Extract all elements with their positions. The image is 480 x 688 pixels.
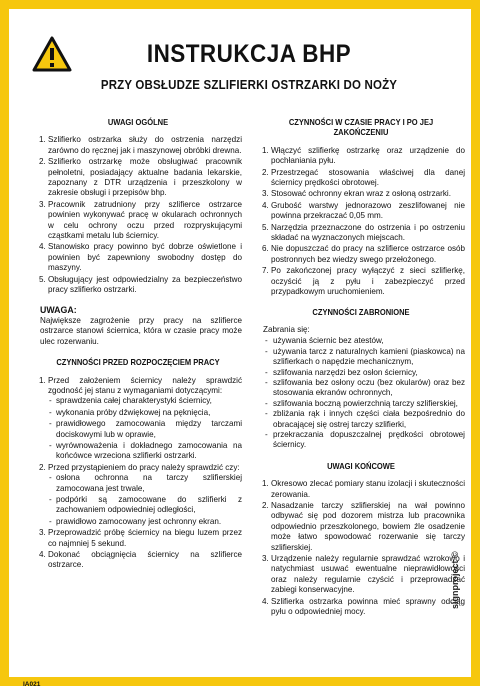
list-item: 5. Obsługujący jest odpowiedzialny za bezpieczeństwo pracy szlifierko ostrzarki.	[48, 275, 242, 296]
list-item: - szlifowania boczną powierzchnią tarczy szlifierskiej,	[273, 399, 465, 409]
list-item: - szlifowania narzędzi bez osłon ściernicy,	[273, 368, 465, 378]
sub-list-item: - osłona ochronna na tarczy szlifierskiej zamocowana jest trwale,	[56, 473, 242, 494]
brand-logo: signproject ©	[450, 551, 460, 609]
general-list	[34, 135, 242, 295]
list-item: - zbliżania rąk i innych części ciała bezpośrednio do obracającej się ostrej tarczy szlifierki,	[273, 409, 465, 430]
list-item: 1. Włączyć szlifierkę ostrzarkę oraz urządzenie do pochłaniania pyłu.	[271, 146, 465, 167]
sub-list-item: - podpórki są zamocowane do szlifierki z zachowaniem odpowiedniej odległości,	[56, 495, 242, 516]
list-item	[48, 463, 242, 527]
list-item: 6. Nie dopuszczać do pracy na szlifierce ostrzarce osób postronnych bez wiedzy swego przełożonego.	[271, 244, 465, 265]
header	[18, 18, 480, 104]
page-title: INSTRUKCJA BHP	[146, 40, 352, 68]
list-item: - używania ściernic bez atestów,	[273, 336, 465, 346]
page-subtitle: PRZY OBSŁUDZE SZLIFIERKI OSTRZARKI DO NOŻY	[100, 78, 398, 92]
before-list	[34, 376, 242, 571]
list-item: - szlifowania bez osłony oczu (bez okularów) oraz bez stosowania ekranów ochronnych,	[273, 378, 465, 399]
list-item: 7. Po zakończonej pracy wyłączyć z sieci szlifierkę, oczyścić ją z pyłu i zabezpieczyć przed przypadkowym uruchomieniem.	[271, 266, 465, 297]
list-item-text: Przed założeniem ściernicy należy sprawdzić zgodność jej stanu z wymaganiami dotyczącymi:	[48, 375, 242, 395]
list-item: 3. Urządzenie należy regularnie sprawdzać wzrokowo i natychmiast usuwać ewentualne nieprawidłowości oraz należy regularnie czyścić i przeprowadzać zabiegi konserwacyjne.	[271, 554, 465, 596]
right-column	[257, 117, 465, 626]
during-list	[257, 146, 465, 298]
list-item: 2. Przestrzegać stosowania właściwej dla danej ściernicy prędkości obrotowej.	[271, 168, 465, 189]
forbidden-list	[263, 336, 465, 450]
list-item: 4. Stanowisko pracy powinno być dobrze oświetlone i powinien być zapewniony swobodny dostęp do maszyny.	[48, 242, 242, 273]
product-code: IA021	[23, 681, 41, 688]
uwaga-text: Największe zagrożenie przy pracy na szlifierce ostrzarce stanowi ściernica, która w czasie pracy może ulec rozerwaniu.	[40, 315, 242, 346]
list-item: 3. Przeprowadzić próbę ściernicy na biegu luzem przez co najmniej 5 sekund.	[48, 528, 242, 549]
list-item: 5. Narzędzia przeznaczone do ostrzenia i po ostrzeniu składać na wyznaczonych miejscach.	[271, 223, 465, 244]
list-item: - przekraczania dopuszczalnej prędkości obrotowej ściernicy.	[273, 430, 465, 451]
sub-list-item: - prawidłowo zamocowany jest ochronny ekran.	[56, 517, 242, 527]
section-heading-before: CZYNNOŚCI PRZED ROZPOCZĘCIEM PRACY	[56, 357, 220, 368]
list-item: 4. Grubość warstwy jednorazowo zeszlifowanej nie powinna przekraczać 0,05 mm.	[271, 201, 465, 222]
section-heading-general: UWAGI OGÓLNE	[107, 117, 169, 127]
left-column	[34, 117, 242, 580]
list-item: 3. Stosować ochronny ekran wraz z osłoną ostrzarki.	[271, 189, 465, 199]
list-item: 1. Szlifierko ostrzarka służy do ostrzenia narzędzi zarówno do ręcznej jak i maszynowej obróbki drewna.	[48, 135, 242, 156]
list-item: 4. Dokonać obciągnięcia ściernicy na szlifierce ostrzarce.	[48, 550, 242, 571]
sub-list-item: - sprawdzenia całej charakterystyki ściernicy,	[56, 396, 242, 406]
list-item: 1. Okresowo zlecać pomiary stanu izolacji i skuteczności zerowania.	[271, 479, 465, 500]
sub-list-item: - wykonania próby dźwiękowej na pęknięcia,	[56, 408, 242, 418]
section-heading-forbidden: CZYNNOŚCI ZABRONIONE	[312, 306, 410, 317]
list-item: - używania tarcz z naturalnych kamieni (piaskowca) na szlifierkach o napędzie mechanicznym,	[273, 347, 465, 368]
sub-list-item: - wyrównoważenia i dokładnego zamocowania na końcówce wrzeciona szlifierki ostrzarki.	[56, 441, 242, 462]
list-item-text: Przed przystąpieniem do pracy należy sprawdzić czy:	[48, 462, 240, 472]
list-item: 4. Szlifierka ostrzarka powinna mieć sprawny odciąg pyłu o odpowiedniej mocy.	[271, 597, 465, 618]
list-item	[48, 376, 242, 462]
final-list	[257, 479, 465, 617]
section-heading-final: UWAGI KOŃCOWE	[327, 460, 395, 471]
list-item: 2. Nasadzanie tarczy szlifierskiej na wał powinno odbywać się pod dozorem mistrza lub pracownika odpowiednio przeszkolonego, bowiem źle osadzenie może łatwo spowodować rozerwanie się tarczy szlifierskiej.	[271, 501, 465, 553]
sub-list	[48, 473, 242, 527]
uwaga-heading: UWAGA:	[40, 304, 77, 315]
list-item: 3. Pracownik zatrudniony przy szlifierce ostrzarce powinien wykonywać pracę w okularach ochronnych w celu ochrony oczu przed rozpryskującymi cząstkami metalu lub ściernicy.	[48, 200, 242, 242]
section-heading-during: CZYNNOŚCI W CZASIE PRACY I PO JEJ ZAKOŃCZENIU	[288, 117, 434, 138]
sub-list-item: - prawidłowego zamocowania między tarczami dociskowymi lub w oprawie,	[56, 419, 242, 440]
list-item: 2. Szlifierko ostrzarkę może obsługiwać pracownik pełnoletni, posiadający aktualne badania lekarskie, zapoznany z DTR urządzenia i przeszkolony w zakresie obsługi i przepisów bhp.	[48, 157, 242, 199]
sub-list	[48, 396, 242, 461]
forbidden-intro: Zabrania się:	[263, 324, 310, 334]
